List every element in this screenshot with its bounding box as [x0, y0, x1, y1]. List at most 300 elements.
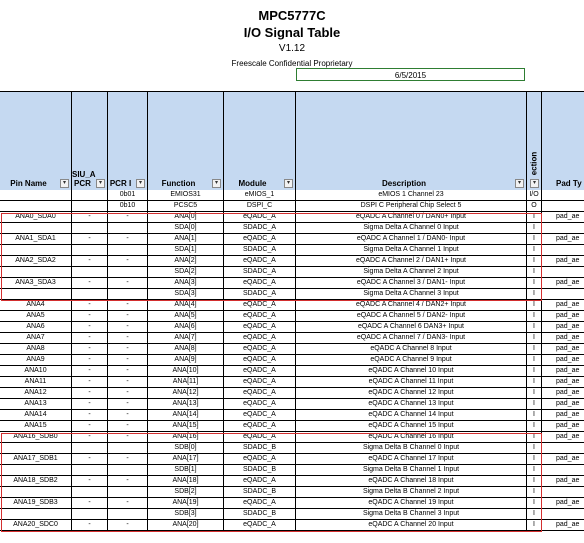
cell-siu[interactable] [72, 267, 108, 278]
cell-pin[interactable]: ANA11 [0, 377, 72, 388]
cell-desc[interactable]: eQADC A Channel 3 / DAN1- Input [296, 278, 527, 289]
cell-pad[interactable] [542, 465, 584, 476]
cell-dir[interactable]: I [527, 399, 542, 410]
table-row [0, 465, 584, 476]
cell-pad[interactable]: pad_ae [542, 344, 584, 355]
cell-dir[interactable]: I [527, 223, 542, 234]
cell-pad[interactable]: pad_ae [542, 212, 584, 223]
cell-desc[interactable]: eQADC A Channel 13 Input [296, 399, 527, 410]
column-header-pcr [108, 92, 148, 190]
cell-dir[interactable]: I [527, 333, 542, 344]
cell-module[interactable]: eQADC_A [224, 355, 296, 366]
cell-module[interactable]: eQADC_A [224, 256, 296, 267]
cell-func[interactable]: ANA[19] [148, 498, 224, 509]
cell-desc[interactable]: eQADC A Channel 7 / DAN3- Input [296, 333, 527, 344]
cell-func[interactable]: ANA[12] [148, 388, 224, 399]
cell-pcr[interactable]: - [108, 454, 148, 465]
cell-func[interactable]: ANA[5] [148, 311, 224, 322]
cell-pin[interactable]: ANA9 [0, 355, 72, 366]
cell-siu[interactable]: - [72, 212, 108, 223]
cell-pad[interactable] [542, 190, 584, 201]
cell-module[interactable]: eQADC_A [224, 498, 296, 509]
cell-module[interactable]: DSPI_C [224, 201, 296, 212]
table-row [0, 223, 584, 234]
cell-module[interactable]: eQADC_A [224, 278, 296, 289]
cell-siu[interactable] [72, 487, 108, 498]
cell-pad[interactable]: pad_ae [542, 366, 584, 377]
filter-dropdown-icon[interactable]: ▾ [136, 179, 145, 188]
cell-func[interactable]: ANA[9] [148, 355, 224, 366]
cell-pad[interactable]: pad_ae [542, 333, 584, 344]
cell-desc[interactable]: eQADC A Channel 15 Input [296, 421, 527, 432]
cell-dir[interactable]: I/O [527, 190, 542, 201]
cell-pcr[interactable]: - [108, 388, 148, 399]
cell-pcr[interactable]: - [108, 256, 148, 267]
cell-module[interactable]: eQADC_A [224, 476, 296, 487]
cell-pad[interactable]: pad_ae [542, 520, 584, 531]
cell-func[interactable]: ANA[10] [148, 366, 224, 377]
cell-pcr[interactable]: - [108, 520, 148, 531]
cell-dir[interactable]: I [527, 355, 542, 366]
cell-siu[interactable]: - [72, 333, 108, 344]
cell-module[interactable]: SDADC_A [224, 245, 296, 256]
cell-pad[interactable] [542, 267, 584, 278]
cell-siu[interactable] [72, 509, 108, 520]
column-header-label: Pad Ty [556, 179, 582, 188]
cell-func[interactable]: ANA[2] [148, 256, 224, 267]
cell-desc[interactable]: eQADC A Channel 6 DAN3+ Input [296, 322, 527, 333]
cell-pcr[interactable]: - [108, 399, 148, 410]
cell-desc[interactable]: DSPI C Peripheral Chip Select 5 [296, 201, 527, 212]
column-header-label: PCR I [109, 179, 132, 188]
cell-desc[interactable]: Sigma Delta B Channel 1 Input [296, 465, 527, 476]
cell-desc[interactable]: eQADC A Channel 16 Input [296, 432, 527, 443]
cell-dir[interactable]: I [527, 421, 542, 432]
cell-func[interactable]: SDA[3] [148, 289, 224, 300]
cell-func[interactable]: SDB[3] [148, 509, 224, 520]
cell-desc[interactable]: Sigma Delta A Channel 0 Input [296, 223, 527, 234]
table-row [0, 267, 584, 278]
cell-func[interactable]: SDA[1] [148, 245, 224, 256]
table-row [0, 410, 584, 421]
cell-siu[interactable]: - [72, 520, 108, 531]
cell-pad[interactable]: pad_ae [542, 454, 584, 465]
column-header-siu [72, 92, 108, 190]
table-row [0, 212, 584, 223]
cell-desc[interactable]: eQADC A Channel 8 Input [296, 344, 527, 355]
cell-siu[interactable] [72, 223, 108, 234]
cell-siu[interactable]: - [72, 432, 108, 443]
cell-pin[interactable] [0, 201, 72, 212]
cell-desc[interactable]: eQADC A Channel 19 Input [296, 498, 527, 509]
filter-dropdown-icon[interactable]: ▾ [284, 179, 293, 188]
version-label: V1.12 [278, 43, 306, 54]
cell-func[interactable]: ANA[18] [148, 476, 224, 487]
cell-pad[interactable]: pad_ae [542, 498, 584, 509]
cell-module[interactable]: eQADC_A [224, 377, 296, 388]
cell-dir[interactable]: I [527, 366, 542, 377]
cell-pad[interactable]: pad_ae [542, 234, 584, 245]
cell-module[interactable]: eMIOS_1 [224, 190, 296, 201]
cell-desc[interactable]: eQADC A Channel 5 / DAN2- Input [296, 311, 527, 322]
cell-siu[interactable] [72, 201, 108, 212]
table-row [0, 333, 584, 344]
table-row [0, 289, 584, 300]
cell-func[interactable]: ANA[20] [148, 520, 224, 531]
table-row [0, 388, 584, 399]
cell-pin[interactable]: ANA13 [0, 399, 72, 410]
cell-desc[interactable]: eQADC A Channel 12 Input [296, 388, 527, 399]
cell-module[interactable]: eQADC_A [224, 421, 296, 432]
cell-desc[interactable]: eQADC A Channel 18 Input [296, 476, 527, 487]
cell-pad[interactable] [542, 487, 584, 498]
column-header-desc [296, 92, 527, 190]
cell-pad[interactable] [542, 245, 584, 256]
cell-desc[interactable]: eQADC A Channel 1 / DAN0- Input [296, 234, 527, 245]
table-row [0, 311, 584, 322]
cell-module[interactable]: eQADC_A [224, 366, 296, 377]
cell-pcr[interactable]: - [108, 366, 148, 377]
cell-pad[interactable]: pad_ae [542, 377, 584, 388]
table-row [0, 421, 584, 432]
cell-pcr[interactable]: - [108, 322, 148, 333]
cell-pad[interactable] [542, 201, 584, 212]
cell-pcr[interactable]: - [108, 421, 148, 432]
cell-pad[interactable]: pad_ae [542, 256, 584, 267]
cell-func[interactable]: ANA[11] [148, 377, 224, 388]
page-title: I/O Signal Table [243, 25, 341, 40]
cell-func[interactable]: ANA[7] [148, 333, 224, 344]
cell-dir[interactable]: I [527, 256, 542, 267]
cell-module[interactable]: SDADC_B [224, 509, 296, 520]
cell-pin[interactable]: ANA16_SDB0 [0, 432, 72, 443]
cell-siu[interactable]: - [72, 311, 108, 322]
cell-dir[interactable]: I [527, 322, 542, 333]
cell-siu[interactable]: - [72, 476, 108, 487]
cell-pin[interactable]: ANA18_SDB2 [0, 476, 72, 487]
column-header-module [224, 92, 296, 190]
cell-module[interactable]: SDADC_B [224, 465, 296, 476]
column-header-label: ection [529, 151, 539, 176]
cell-siu[interactable]: - [72, 278, 108, 289]
cell-pin[interactable]: ANA6 [0, 322, 72, 333]
column-header-pin [0, 92, 72, 190]
table-row [0, 377, 584, 388]
cell-desc[interactable]: eQADC A Channel 20 Input [296, 520, 527, 531]
cell-pcr[interactable]: - [108, 377, 148, 388]
cell-pcr[interactable]: - [108, 498, 148, 509]
cell-siu[interactable]: - [72, 498, 108, 509]
cell-module[interactable]: eQADC_A [224, 344, 296, 355]
cell-siu[interactable]: - [72, 377, 108, 388]
cell-pin[interactable]: ANA4 [0, 300, 72, 311]
cell-pin[interactable]: ANA3_SDA3 [0, 278, 72, 289]
cell-module[interactable]: eQADC_A [224, 234, 296, 245]
cell-func[interactable]: SDA[0] [148, 223, 224, 234]
cell-desc[interactable]: eQADC A Channel 0 / DAN0+ Input [296, 212, 527, 223]
cell-module[interactable]: SDADC_A [224, 289, 296, 300]
cell-pad[interactable] [542, 289, 584, 300]
filter-dropdown-icon[interactable]: ▾ [60, 179, 69, 188]
device-name: MPC5777C [258, 8, 326, 23]
filter-dropdown-icon[interactable]: ▾ [96, 179, 105, 188]
cell-module[interactable]: SDADC_B [224, 443, 296, 454]
cell-siu[interactable] [72, 190, 108, 201]
column-header-label: Pin Name [10, 179, 47, 188]
table-row [0, 366, 584, 377]
cell-siu[interactable] [72, 465, 108, 476]
cell-func[interactable]: ANA[8] [148, 344, 224, 355]
column-header-label: Function [161, 179, 196, 188]
filter-dropdown-icon[interactable]: ▾ [515, 179, 524, 188]
cell-func[interactable]: SDB[0] [148, 443, 224, 454]
table-row [0, 355, 584, 366]
column-header-label: SIU_A PCR [72, 170, 96, 188]
cell-pcr[interactable] [108, 465, 148, 476]
cell-desc[interactable]: Sigma Delta B Channel 3 Input [296, 509, 527, 520]
cell-siu[interactable]: - [72, 355, 108, 366]
cell-siu[interactable]: - [72, 234, 108, 245]
cell-func[interactable]: PCSC5 [148, 201, 224, 212]
cell-siu[interactable]: - [72, 300, 108, 311]
cell-pin[interactable] [0, 267, 72, 278]
cell-func[interactable]: SDB[1] [148, 465, 224, 476]
cell-func[interactable]: ANA[13] [148, 399, 224, 410]
cell-module[interactable]: eQADC_A [224, 311, 296, 322]
cell-dir[interactable]: I [527, 212, 542, 223]
cell-dir[interactable]: I [527, 267, 542, 278]
cell-pcr[interactable]: - [108, 278, 148, 289]
cell-pcr[interactable] [108, 245, 148, 256]
cell-dir[interactable]: I [527, 498, 542, 509]
cell-module[interactable]: SDADC_B [224, 487, 296, 498]
cell-func[interactable]: ANA[15] [148, 421, 224, 432]
cell-func[interactable]: SDA[2] [148, 267, 224, 278]
cell-func[interactable]: ANA[0] [148, 212, 224, 223]
cell-pcr[interactable]: - [108, 311, 148, 322]
cell-pcr[interactable]: - [108, 333, 148, 344]
table-row [0, 278, 584, 289]
cell-desc[interactable]: eMIOS 1 Channel 23 [296, 190, 527, 201]
cell-dir[interactable]: I [527, 454, 542, 465]
cell-dir[interactable]: I [527, 289, 542, 300]
cell-desc[interactable]: Sigma Delta A Channel 3 Input [296, 289, 527, 300]
cell-pad[interactable] [542, 223, 584, 234]
cell-siu[interactable]: - [72, 454, 108, 465]
cell-dir[interactable]: I [527, 234, 542, 245]
cell-desc[interactable]: eQADC A Channel 2 / DAN1+ Input [296, 256, 527, 267]
column-header-label: Module [238, 179, 267, 188]
cell-pin[interactable] [0, 245, 72, 256]
cell-func[interactable]: ANA[16] [148, 432, 224, 443]
cell-pad[interactable]: pad_ae [542, 432, 584, 443]
table-row [0, 498, 584, 509]
cell-siu[interactable]: - [72, 322, 108, 333]
cell-dir[interactable]: I [527, 300, 542, 311]
table-row [0, 432, 584, 443]
table-row [0, 487, 584, 498]
cell-siu[interactable]: - [72, 256, 108, 267]
cell-module[interactable]: eQADC_A [224, 322, 296, 333]
cell-pin[interactable]: ANA19_SDB3 [0, 498, 72, 509]
cell-module[interactable]: eQADC_A [224, 410, 296, 421]
cell-func[interactable]: EMIOS31 [148, 190, 224, 201]
cell-module[interactable]: eQADC_A [224, 212, 296, 223]
table-row [0, 201, 584, 212]
cell-siu[interactable]: - [72, 344, 108, 355]
table-row [0, 322, 584, 333]
cell-pad[interactable]: pad_ae [542, 278, 584, 289]
cell-pcr[interactable] [108, 487, 148, 498]
cell-pad[interactable] [542, 443, 584, 454]
cell-dir[interactable]: O [527, 201, 542, 212]
cell-pin[interactable] [0, 190, 72, 201]
cell-siu[interactable]: - [72, 388, 108, 399]
cell-pad[interactable]: pad_ae [542, 476, 584, 487]
column-header-dir [527, 92, 542, 190]
table-row [0, 443, 584, 454]
cell-dir[interactable]: I [527, 388, 542, 399]
cell-desc[interactable]: eQADC A Channel 10 Input [296, 366, 527, 377]
cell-pcr[interactable] [108, 267, 148, 278]
cell-pad[interactable] [542, 509, 584, 520]
cell-pad[interactable]: pad_ae [542, 410, 584, 421]
cell-pcr[interactable]: - [108, 300, 148, 311]
cell-pcr[interactable]: - [108, 410, 148, 421]
cell-pin[interactable]: ANA8 [0, 344, 72, 355]
cell-func[interactable]: ANA[3] [148, 278, 224, 289]
cell-pad[interactable]: pad_ae [542, 421, 584, 432]
cell-desc[interactable]: Sigma Delta A Channel 1 Input [296, 245, 527, 256]
cell-func[interactable]: ANA[1] [148, 234, 224, 245]
cell-func[interactable]: ANA[14] [148, 410, 224, 421]
cell-pcr[interactable] [108, 289, 148, 300]
cell-siu[interactable] [72, 443, 108, 454]
cell-module[interactable]: SDADC_A [224, 267, 296, 278]
table-row [0, 256, 584, 267]
table-header [0, 92, 584, 190]
cell-dir[interactable]: I [527, 245, 542, 256]
cell-siu[interactable] [72, 289, 108, 300]
cell-pin[interactable]: ANA12 [0, 388, 72, 399]
cell-pin[interactable]: ANA7 [0, 333, 72, 344]
column-header-pad [542, 92, 584, 190]
cell-module[interactable]: eQADC_A [224, 432, 296, 443]
cell-pin[interactable]: ANA2_SDA2 [0, 256, 72, 267]
cell-dir[interactable]: I [527, 487, 542, 498]
table-row [0, 520, 584, 531]
cell-siu[interactable]: - [72, 421, 108, 432]
cell-pad[interactable]: pad_ae [542, 300, 584, 311]
cell-func[interactable]: ANA[4] [148, 300, 224, 311]
cell-dir[interactable]: I [527, 377, 542, 388]
cell-pad[interactable]: pad_ae [542, 399, 584, 410]
date-cell[interactable]: 6/5/2015 [296, 68, 525, 81]
cell-dir[interactable]: I [527, 509, 542, 520]
cell-pin[interactable]: ANA17_SDB1 [0, 454, 72, 465]
table-row [0, 454, 584, 465]
cell-pin[interactable]: ANA10 [0, 366, 72, 377]
cell-module[interactable]: eQADC_A [224, 399, 296, 410]
cell-func[interactable]: ANA[17] [148, 454, 224, 465]
cell-pin[interactable]: ANA0_SDA0 [0, 212, 72, 223]
table-row [0, 245, 584, 256]
cell-module[interactable]: eQADC_A [224, 520, 296, 531]
cell-pcr[interactable]: - [108, 234, 148, 245]
cell-func[interactable]: SDB[2] [148, 487, 224, 498]
cell-pcr[interactable]: 0b01 [108, 190, 148, 201]
cell-desc[interactable]: eQADC A Channel 4 / DAN2+ Input [296, 300, 527, 311]
cell-pcr[interactable]: - [108, 212, 148, 223]
cell-dir[interactable]: I [527, 311, 542, 322]
cell-pin[interactable] [0, 487, 72, 498]
cell-pin[interactable]: ANA15 [0, 421, 72, 432]
cell-pcr[interactable] [108, 223, 148, 234]
filter-dropdown-icon[interactable]: ▾ [530, 179, 539, 188]
cell-dir[interactable]: I [527, 476, 542, 487]
table-row [0, 190, 584, 201]
cell-pin[interactable] [0, 443, 72, 454]
cell-module[interactable]: eQADC_A [224, 333, 296, 344]
cell-pin[interactable] [0, 509, 72, 520]
cell-module[interactable]: SDADC_A [224, 223, 296, 234]
cell-pcr[interactable] [108, 443, 148, 454]
cell-desc[interactable]: eQADC A Channel 9 Input [296, 355, 527, 366]
cell-pin[interactable] [0, 289, 72, 300]
cell-desc[interactable]: eQADC A Channel 11 Input [296, 377, 527, 388]
cell-pin[interactable] [0, 223, 72, 234]
cell-pad[interactable]: pad_ae [542, 311, 584, 322]
cell-pad[interactable]: pad_ae [542, 388, 584, 399]
cell-pcr[interactable]: - [108, 344, 148, 355]
cell-dir[interactable]: I [527, 520, 542, 531]
cell-desc[interactable]: Sigma Delta B Channel 0 Input [296, 443, 527, 454]
table-row [0, 234, 584, 245]
cell-pin[interactable] [0, 465, 72, 476]
cell-dir[interactable]: I [527, 278, 542, 289]
cell-desc[interactable]: Sigma Delta B Channel 2 Input [296, 487, 527, 498]
cell-pad[interactable]: pad_ae [542, 355, 584, 366]
cell-module[interactable]: eQADC_A [224, 454, 296, 465]
cell-desc[interactable]: eQADC A Channel 17 Input [296, 454, 527, 465]
cell-siu[interactable] [72, 245, 108, 256]
filter-dropdown-icon[interactable]: ▾ [212, 179, 221, 188]
cell-dir[interactable]: I [527, 432, 542, 443]
cell-dir[interactable]: I [527, 465, 542, 476]
cell-siu[interactable]: - [72, 366, 108, 377]
cell-module[interactable]: eQADC_A [224, 300, 296, 311]
cell-pad[interactable]: pad_ae [542, 322, 584, 333]
cell-pcr[interactable]: - [108, 355, 148, 366]
cell-siu[interactable]: - [72, 399, 108, 410]
cell-pcr[interactable]: 0b10 [108, 201, 148, 212]
cell-desc[interactable]: eQADC A Channel 14 Input [296, 410, 527, 421]
cell-pin[interactable]: ANA20_SDC0 [0, 520, 72, 531]
cell-siu[interactable]: - [72, 410, 108, 421]
cell-pin[interactable]: ANA14 [0, 410, 72, 421]
cell-func[interactable]: ANA[6] [148, 322, 224, 333]
cell-module[interactable]: eQADC_A [224, 388, 296, 399]
cell-dir[interactable]: I [527, 443, 542, 454]
cell-pcr[interactable]: - [108, 432, 148, 443]
cell-pin[interactable]: ANA5 [0, 311, 72, 322]
cell-pin[interactable]: ANA1_SDA1 [0, 234, 72, 245]
cell-dir[interactable]: I [527, 344, 542, 355]
cell-dir[interactable]: I [527, 410, 542, 421]
cell-pcr[interactable] [108, 509, 148, 520]
cell-desc[interactable]: Sigma Delta A Channel 2 Input [296, 267, 527, 278]
cell-pcr[interactable]: - [108, 476, 148, 487]
